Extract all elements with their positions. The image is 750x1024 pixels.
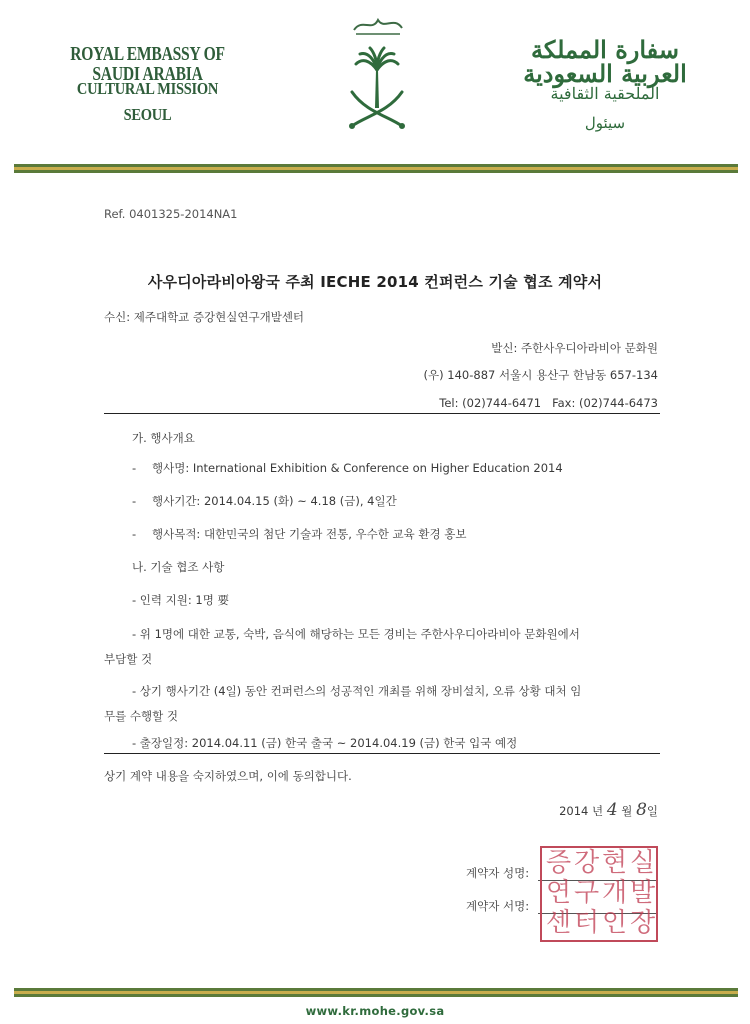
agreement-statement: 상기 계약 내용을 숙지하였으며, 이에 동의합니다.: [104, 769, 352, 783]
list-item-bullet: -: [132, 461, 137, 475]
stamp-char: 구: [574, 878, 600, 908]
recipient: 수신: 제주대학교 증강현실연구개발센터: [104, 310, 305, 324]
stamp-char: 증: [546, 848, 572, 878]
stamp-char: 센: [546, 908, 572, 938]
section-a-heading: 가. 행사개요: [132, 431, 195, 445]
footer-website-url: www.kr.mohe.gov.sa: [305, 1004, 445, 1018]
official-seal-stamp: [540, 846, 658, 942]
expense-clause-line2: 부담할 것: [104, 652, 153, 666]
event-name: 행사명: International Exhibition & Conference on Higher Education 2014: [152, 461, 563, 475]
sender-address: (우) 140-887 서울시 용산구 한남동 657-134: [423, 368, 658, 382]
stamp-char: 발: [630, 878, 656, 908]
stamp-char: 연: [546, 878, 572, 908]
section-b-heading: 나. 기술 협조 사항: [132, 560, 225, 574]
saudi-emblem-palm-swords-icon: [342, 8, 412, 133]
staff-support: - 인력 지원: 1명 要: [132, 593, 230, 607]
city-ar: سيئول: [584, 114, 626, 132]
stamp-char: 실: [630, 848, 656, 878]
city-en: SEOUL: [123, 105, 172, 124]
date-month-unit: 월: [621, 804, 633, 818]
contractor-name-label: 계약자 성명:: [466, 866, 530, 880]
embassy-name-ar: سفارة المملكة العربية السعودية: [523, 35, 687, 88]
sender: 발신: 주한사우디아라비아 문화원: [491, 341, 658, 355]
date-day-unit: 일: [646, 804, 658, 818]
sender-tel: Tel: (02)744-6471: [439, 396, 542, 410]
reference-number: Ref. 0401325-2014NA1: [104, 207, 238, 221]
stamp-char: 강: [574, 848, 600, 878]
date-year: 2014: [559, 804, 589, 818]
expense-clause-line1: - 위 1명에 대한 교통, 숙박, 음식에 해당하는 모든 경비는 주한사우디아라비아 문화원에서: [132, 627, 580, 641]
event-period: 행사기간: 2014.04.15 (화) ~ 4.18 (금), 4일간: [152, 494, 397, 508]
duty-clause-line2: 무를 수행할 것: [104, 709, 178, 723]
stamp-char: 인: [602, 908, 628, 938]
stamp-char: 터: [574, 908, 600, 938]
date-year-unit: 년: [592, 804, 604, 818]
stamp-char: 개: [602, 878, 628, 908]
duty-clause-line1: - 상기 행사기간 (4일) 동안 컨퍼런스의 성공적인 개최를 위해 장비설치, 오류 상황 대처 임: [132, 684, 582, 698]
travel-schedule: - 출장일정: 2014.04.11 (금) 한국 출국 ~ 2014.04.19 (금) 한국 입국 예정: [132, 736, 518, 750]
stamp-char: 장: [630, 908, 656, 938]
cultural-mission-ar: الملحقية الثقافية: [550, 84, 660, 103]
signature-date: [559, 802, 658, 819]
list-item-bullet: -: [132, 494, 137, 508]
header-divider: [104, 413, 660, 414]
date-month-handwritten: 4: [606, 800, 618, 820]
sender-contact: [439, 398, 658, 410]
body-divider: [104, 753, 660, 754]
sender-fax: Fax: (02)744-6473: [552, 396, 658, 410]
contractor-sign-label: 계약자 서명:: [466, 899, 530, 913]
date-day-handwritten: 8: [636, 800, 647, 820]
document-title: 사우디아라비아왕국 주최 IECHE 2014 컨퍼런스 기술 협조 계약서: [147, 273, 603, 291]
stamp-char: 현: [602, 848, 628, 878]
cultural-mission-en: CULTURAL MISSION: [76, 79, 219, 98]
embassy-name-en: ROYAL EMBASSY OF SAUDI ARABIA: [70, 43, 225, 85]
list-item-bullet: -: [132, 527, 137, 541]
event-purpose: 행사목적: 대한민국의 첨단 기술과 전통, 우수한 교육 환경 홍보: [152, 527, 467, 541]
footer-band: [14, 988, 738, 997]
header-band: [14, 164, 738, 173]
